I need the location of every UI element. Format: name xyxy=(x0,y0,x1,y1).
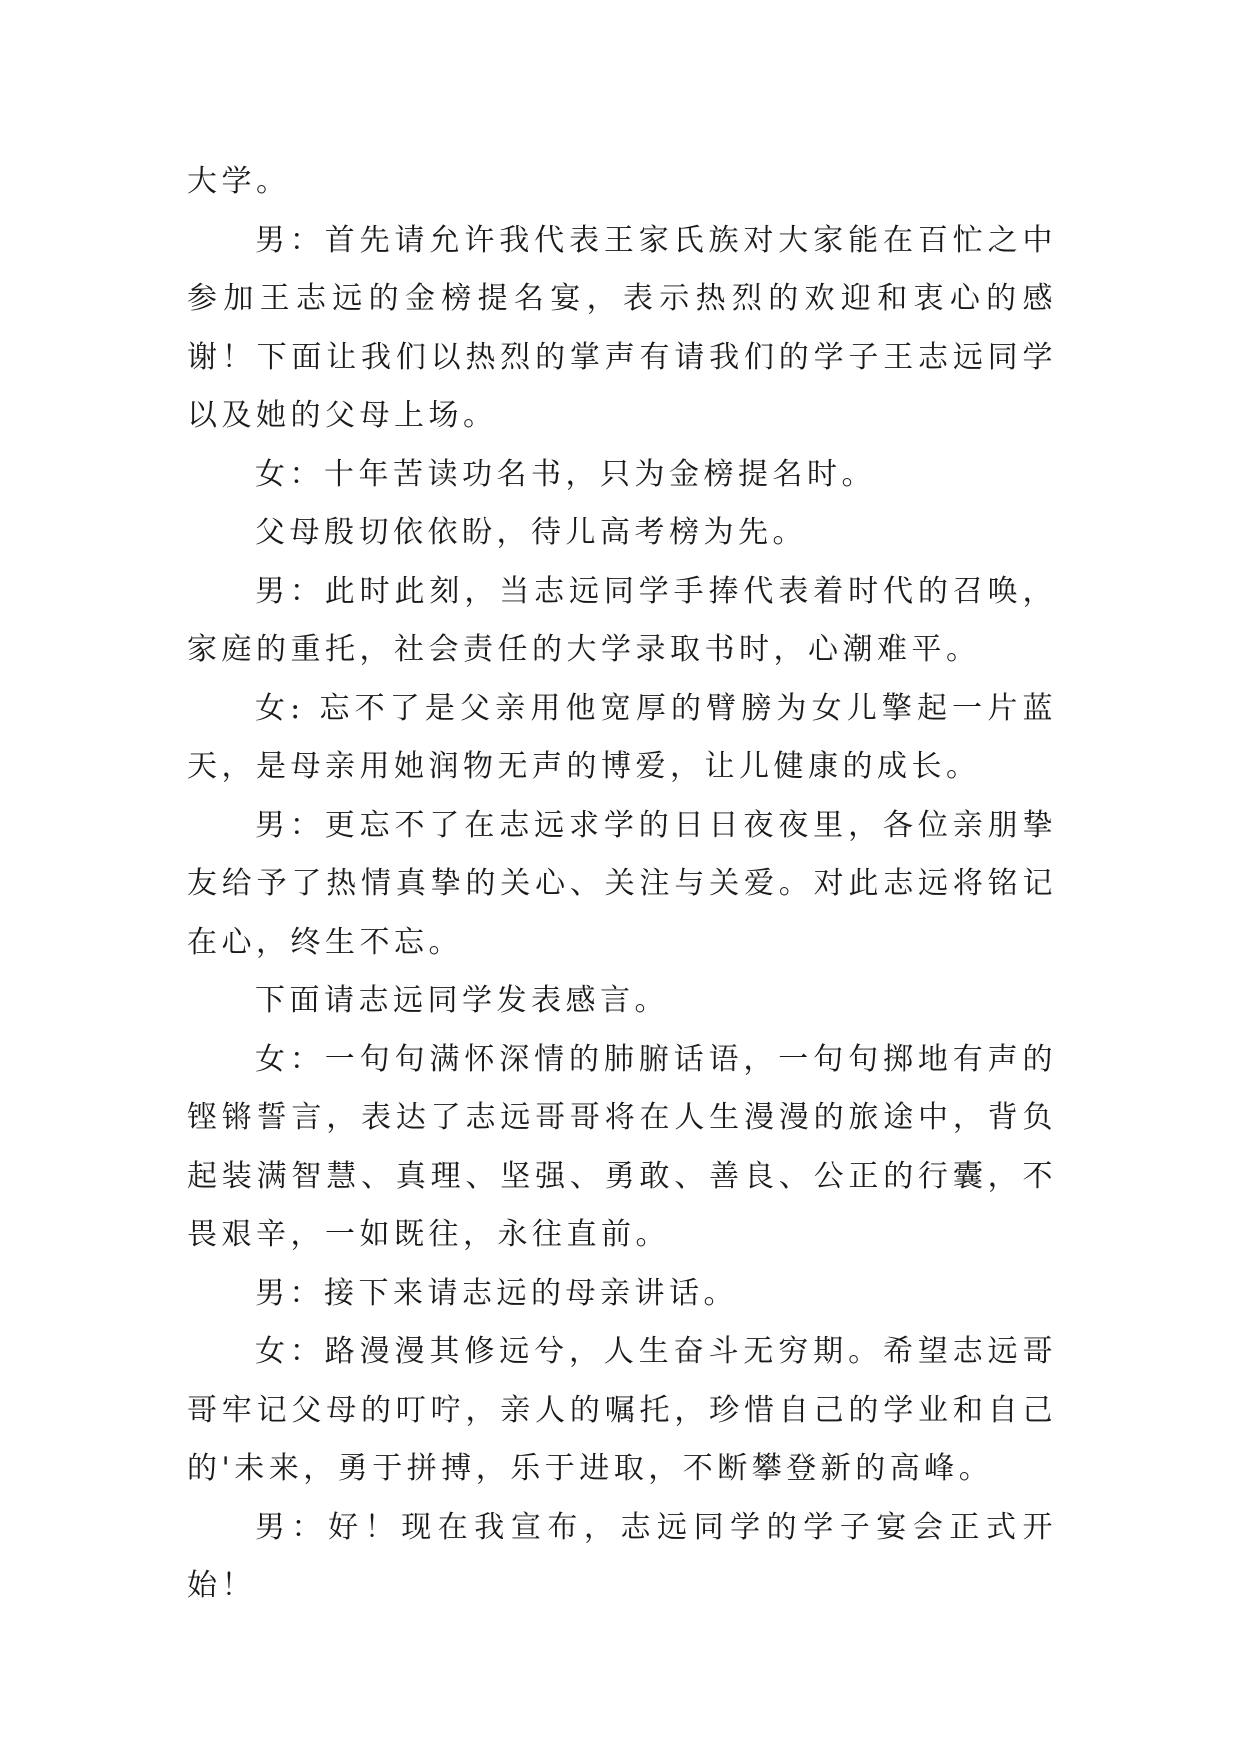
paragraph-9: 女：一句句满怀深情的肺腑话语，一句句掷地有声的铿锵誓言，表达了志远哥哥将在人生漫漫的旅途中，背负起装满智慧、真理、坚强、勇敢、善良、公正的行囊，不畏艰辛，一如既往，永往直前。 xyxy=(187,1041,1057,1252)
paragraph-8: 下面请志远同学发表感言。 xyxy=(255,983,669,1018)
paragraph-6: 女: 忘不了是父亲用他宽厚的臂膀为女儿擎起一片蓝天，是母亲用她润物无声的博爱，让儿健康的成长。 xyxy=(187,690,1057,784)
paragraph-11: 女：路漫漫其修远兮，人生奋斗无穷期。希望志远哥哥牢记父母的叮咛，亲人的嘱托，珍惜自己的学业和自己的'未来，勇于拼搏，乐于进取，不断攀登新的高峰。 xyxy=(187,1334,1057,1486)
paragraph-5: 男：此时此刻，当志远同学手捧代表着时代的召唤，家庭的重托，社会责任的大学录取书时，心潮难平。 xyxy=(187,573,1057,667)
paragraph-4: 父母殷切依依盼，待儿高考榜为先。 xyxy=(255,515,807,550)
paragraph-2: 男：首先请允许我代表王家氏族对大家能在百忙之中参加王志远的金榜提名宴，表示热烈的欢迎和衷心的感谢！下面让我们以热烈的掌声有请我们的学子王志远同学以及她的父母上场。 xyxy=(187,222,1057,433)
paragraph-10: 男：接下来请志远的母亲讲话。 xyxy=(255,1275,738,1311)
paragraph-12: 男：好！现在我宣布，志远同学的学子宴会正式开始！ xyxy=(187,1509,1057,1603)
paragraph-7: 男：更忘不了在志远求学的日日夜夜里，各位亲朋挚友给予了热情真挚的关心、关注与关爱。对此志远将铭记在心，终生不忘。 xyxy=(187,807,1057,960)
paragraph-1: 大学。 xyxy=(187,164,291,199)
paragraph-3: 女：十年苦读功名书，只为金榜提名时。 xyxy=(255,456,876,492)
document-body xyxy=(187,153,1057,1616)
